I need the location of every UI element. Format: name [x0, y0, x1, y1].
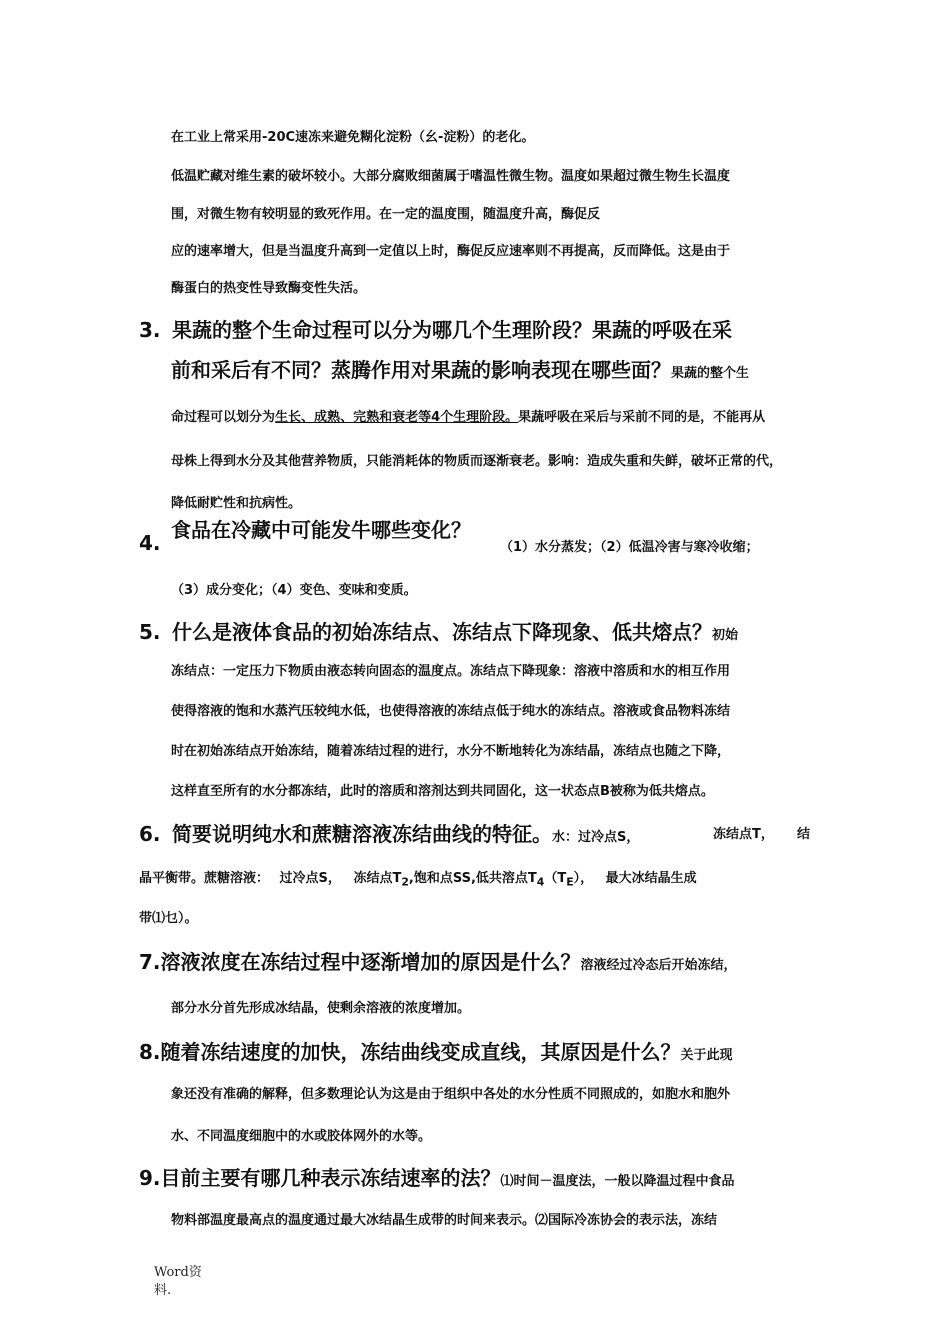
stage-term: 衰老: [392, 410, 419, 425]
answer-text: 等4个生理阶段。: [418, 410, 519, 425]
answer-line: 水、不同温度细胞中的水或胶体网外的水等。: [171, 1129, 432, 1144]
stage-term: 成熟: [314, 410, 341, 425]
question-title: 前和采后有不同？蒸腾作用对果蔬的影响表现在哪些面？: [171, 358, 671, 382]
stage-term: 生长: [275, 410, 302, 425]
question-number: 6.: [139, 822, 161, 846]
footer-line: Word资: [154, 1265, 202, 1280]
subscript: 2: [401, 875, 409, 889]
answer-text: 结: [797, 827, 811, 842]
answer-text: 冻结点T: [353, 871, 402, 886]
paragraph-line: 围，对微生物有较明显的致死作用。在一定的温度围，随温度升高，酶促反: [171, 207, 601, 222]
question-number-4: 4.: [139, 531, 161, 555]
answer-text: 初始: [712, 628, 739, 643]
question-title: 9.目前主要有哪几种表示冻结速率的法？: [139, 1166, 501, 1190]
answer-text: （T: [544, 871, 567, 886]
answer-text: 水：过冷点S，: [552, 830, 640, 845]
question-7-heading: [139, 946, 737, 975]
answer-line: 带⑴乜）。: [139, 911, 198, 926]
answer-text: 果蔬的整个生: [671, 366, 750, 381]
page-footer: [154, 1264, 202, 1300]
question-8-heading: [139, 1036, 733, 1065]
answer-line: 时在初始冻结点开始冻结，随着冻结过程的进行，水分不断地转化为冻结晶，冻结点也随之下降，: [171, 744, 731, 759]
answer-line: 使得溶液的饱和水蒸汽压较纯水低，也使得溶液的冻结点低于纯水的冻结点。溶液或食品物料冻结: [171, 704, 731, 719]
answer-line: 冻结点：一定压力下物质由液态转向固态的温度点。冻结点下降现象：溶液中溶质和水的相互作用: [171, 664, 731, 679]
question-title: 什么是液体食品的初始冻结点、冻结点下降现象、低共熔点？: [172, 620, 712, 644]
question-title: 8.随着冻结速度的加快，冻结曲线变成直线，其原因是什么？: [139, 1040, 681, 1064]
answer-line: 母株上得到水分及其他营养物质，只能消耗体的物质而逐渐衰老。影响：造成失重和失鲜，破坏正常的代，: [171, 454, 783, 469]
question-title: 果蔬的整个生命过程可以分为哪几个生理阶段？果蔬的呼吸在采: [172, 318, 732, 342]
answer-text: 和: [379, 410, 393, 425]
question-5-heading: [139, 616, 738, 645]
answer-text: ,饱和点SS,低共溶点T: [408, 871, 537, 886]
question-number: 3.: [139, 318, 161, 342]
question-9-heading: [139, 1162, 735, 1191]
question-3-heading: [139, 314, 732, 343]
answer-text: 关于此现: [680, 1048, 733, 1063]
subscript: 4: [536, 875, 545, 889]
question-6-heading: [139, 818, 639, 847]
subscript: E: [566, 875, 574, 889]
answer-text: 果蔬呼吸在采后与采前不同的是，不能再从: [518, 410, 766, 425]
answer-text: 晶平衡带。蔗糖溶液：: [139, 871, 270, 886]
answer-text: ⑴时间－温度法，一般以降温过程中食品: [500, 1174, 735, 1189]
stage-term: 完熟: [353, 410, 380, 425]
answer-line: （3）成分变化；（4）变色、变味和变质。: [171, 583, 417, 598]
answer-line: [139, 867, 697, 889]
question-4-title: 食品在冷藏中可能发牛哪些变化？: [171, 518, 471, 542]
answer-line: 物料部温度最高点的温度通过最大冰结晶生成带的时间来表示。⑵国际冷冻协会的表示法，冻结: [171, 1213, 718, 1228]
answer-line: 象还没有准确的解释，但多数理论认为这是由于组织中各处的水分性质不同照成的，如胞水和胞外: [171, 1087, 731, 1102]
question-3-heading-cont: [171, 354, 749, 383]
answer-text: 最大冰结晶生成: [605, 871, 697, 886]
answer-text: 过冷点S，: [279, 871, 341, 886]
answer-text: 、: [340, 410, 354, 425]
answer-text: ），: [573, 871, 594, 886]
answer-text: 、: [301, 410, 315, 425]
question-title: 简要说明纯水和蔗糖溶液冻结曲线的特征。: [172, 822, 552, 846]
paragraph-line: 低温贮藏对维生素的破坏较小。大部分腐败细菌属于嗜温性微生物。温度如果超过微生物生长温度: [171, 169, 731, 184]
question-title: 7.溶液浓度在冻结过程中逐渐增加的原因是什么？: [139, 950, 581, 974]
answer-text: 冻结点T，: [713, 827, 774, 842]
paragraph-line: 在工业上常采用-20C速冻来避免糊化淀粉（幺-淀粉）的老化。: [171, 130, 535, 145]
answer-line: [171, 406, 765, 425]
answer-text: 溶液经过冷态后开始冻结，: [580, 958, 737, 973]
paragraph-line: 酶蛋白的热变性导致酶变性失活。: [171, 281, 367, 296]
answer-line: 降低耐贮性和抗病性。: [171, 496, 302, 511]
answer-text: 命过程可以划分为: [171, 410, 276, 425]
answer-line: 这样直至所有的水分都冻结，此时的溶质和溶剂达到共同固化，这一状态点B被称为低共熔点。: [171, 784, 714, 799]
footer-line: 料.: [154, 1283, 172, 1298]
answer-line: （1）水分蒸发；（2）低温冷害与寒冷收缩；: [500, 540, 759, 555]
answer-line: 部分水分首先形成冰结晶，使剩余溶液的浓度增加。: [171, 1001, 471, 1016]
question-number: 5.: [139, 620, 161, 644]
paragraph-line: 应的速率增大，但是当温度升高到一定值以上时，酶促反应速率则不再提高，反而降低。这是由于: [171, 244, 731, 259]
